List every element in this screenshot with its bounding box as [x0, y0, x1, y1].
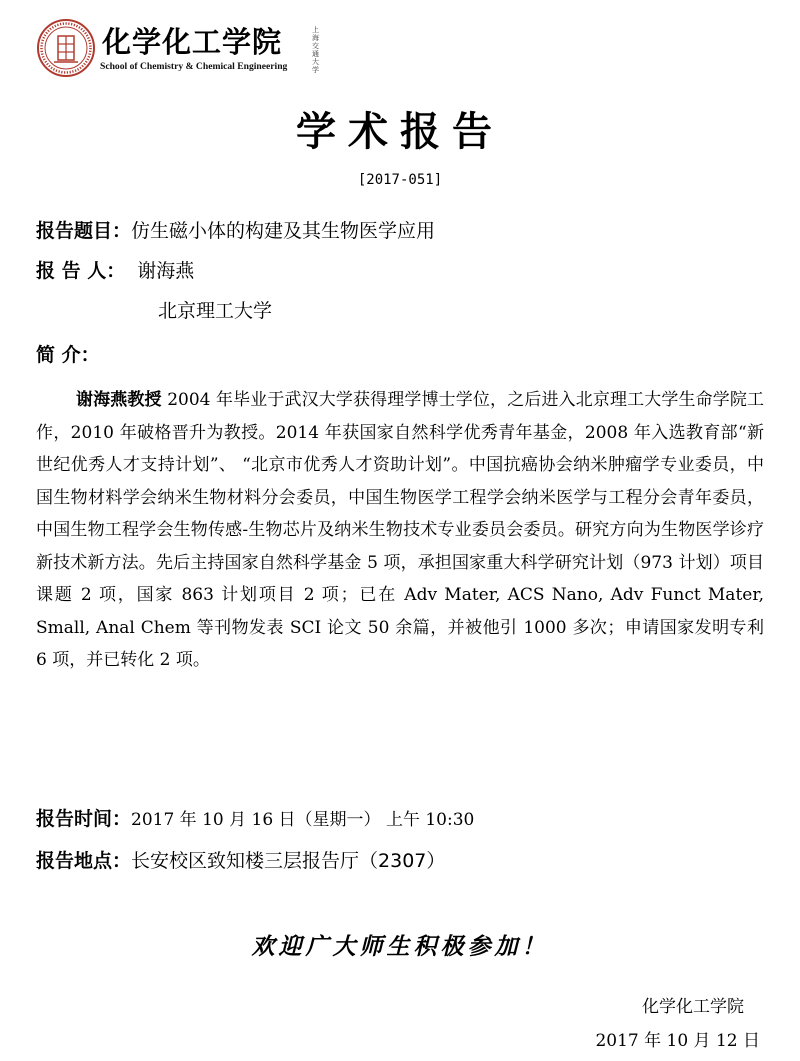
welcome-message: 欢迎广大师生积极参加！ [251, 933, 549, 960]
bio-paragraph [36, 384, 764, 677]
university-seal-logo [36, 18, 96, 78]
bio-text: 2004 年毕业于武汉大学获得理学博士学位，之后进入北京理工大学生命学院工作，2010 年破格晋升为教授。2014 年获国家自然科学优秀青年基金，2008 年入选教育部“新世纪优秀人才支持计划”、 “北京市优秀人才资助计划”。中国抗癌协会纳米肿瘤学专业委员，中国生物材料学会纳米生物材料分会委员，中国生物医学工程学会纳米医学与工程分会青年委员，中国生物工程学会生物传感-生物芯片及纳米生物技术专业委员会委员。研究方向为生物医学诊疗新技术新方法。先后主持国家自然科学基金 5 项，承担国家重大科学研究计划（973 计划）项目课题 2 项，国家 863 计划项目 2 项；已在 Adv Mater, ACS Nano, Adv Funct Mater, Small, Anal Chem 等刊物发表 SCI 论文 50 余篇，并被他引 1000 多次；申请国家发明专利 6 项，并已转化 2 项。 [36, 390, 765, 670]
speaker-name: 谢海燕 [137, 260, 195, 282]
speaker-label: 报 告 人： [36, 260, 126, 282]
place-row [36, 846, 445, 873]
place-value: 长安校区致知楼三层报告厅（2307） [131, 850, 446, 872]
time-value: 2017 年 10 月 16 日（星期一） 上午 10:30 [131, 810, 475, 830]
bio-name: 谢海燕教授 [76, 390, 162, 410]
organizer-signature: 化学化工学院 [642, 997, 744, 1017]
topic-label: 报告题目： [36, 220, 132, 242]
intro-row [36, 340, 100, 367]
header [36, 16, 336, 82]
time-row [36, 804, 474, 831]
speaker-affiliation: 北京理工大学 [158, 300, 273, 322]
issue-date: 2017 年 10 月 12 日 [595, 1031, 760, 1051]
university-name-vertical: 上海交通大学 [312, 26, 319, 74]
document-title: 学术报告 [296, 108, 504, 155]
speaker-affiliation-row [158, 296, 272, 323]
time-label: 报告时间： [36, 808, 132, 830]
topic-row [36, 216, 435, 243]
intro-label: 简 介： [36, 344, 100, 366]
document-number: [2017-051] [357, 172, 443, 188]
place-label: 报告地点： [36, 850, 132, 872]
school-name-en: School of Chemistry & Chemical Engineering [100, 61, 288, 72]
speaker-row [36, 256, 194, 283]
school-name-cn: 化学化工学院 [102, 25, 283, 59]
speaker-bio [36, 384, 764, 677]
topic-value: 仿生磁小体的构建及其生物医学应用 [131, 220, 436, 242]
